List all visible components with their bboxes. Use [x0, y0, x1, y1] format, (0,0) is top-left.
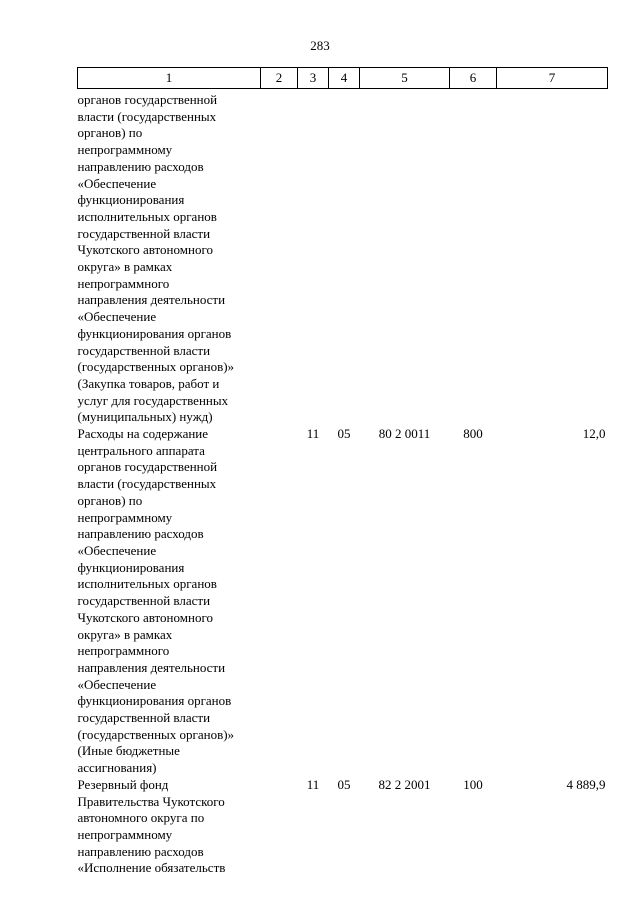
row-col-3: 11 — [306, 776, 320, 792]
row-col-7: 12,0 — [582, 426, 606, 442]
column-header-6: 6 — [450, 68, 497, 89]
column-header-3: 3 — [298, 68, 329, 89]
column-header-7: 7 — [497, 68, 608, 89]
row-col-3 — [298, 89, 329, 427]
row-col-4 — [329, 89, 360, 427]
row-col-6: 100 — [463, 776, 483, 792]
row-description: органов государственной власти (государственных органов) по непрограммному направлению расходов «Обеспечение функционирования исполнительных органов государственной власти Чукотского автономного округа» в рамках непрограммного направления деятельности «Обеспечение функционирования органов государственной власти (государственных органов)» (Закупка товаров, работ и услуг для государственных (муниципальных) нужд) — [77, 92, 235, 425]
row-col-4: 05 — [337, 426, 351, 442]
row-col-7 — [497, 89, 608, 427]
budget-table — [77, 67, 608, 877]
table-header-row — [78, 68, 608, 89]
table-row — [78, 426, 608, 777]
column-header-4: 4 — [329, 68, 360, 89]
row-col-2 — [261, 426, 298, 777]
row-col-2 — [261, 777, 298, 877]
column-header-5: 5 — [360, 68, 450, 89]
row-description: Резервный фонд Правительства Чукотского автономного округа по непрограммному направлению расходов «Исполнение обязательств — [77, 776, 226, 876]
table-row — [78, 89, 608, 427]
column-header-2: 2 — [261, 68, 298, 89]
table-row — [78, 777, 608, 877]
row-description: Расходы на содержание центрального аппарата органов государственной власти (государственных органов) по непрограммному направлению расходов «Обеспечение функционирования исполнительных органов государственной власти Чукотского автономного округа» в рамках непрограммного направления деятельности «Обеспечение функционирования органов государственной власти (государственных органов)» (Иные бюджетные ассигнования) — [77, 426, 235, 776]
row-col-4: 05 — [337, 776, 351, 792]
row-col-3: 11 — [306, 426, 320, 442]
row-col-7: 4 889,9 — [566, 776, 606, 792]
column-header-1: 1 — [78, 68, 261, 89]
row-col-5: 82 2 2001 — [378, 776, 431, 792]
row-col-6 — [450, 89, 497, 427]
row-col-2 — [261, 89, 298, 427]
page-number: 283 — [310, 38, 330, 53]
row-col-6: 800 — [463, 426, 483, 442]
row-col-5: 80 2 0011 — [378, 426, 431, 442]
row-col-5 — [360, 89, 450, 427]
